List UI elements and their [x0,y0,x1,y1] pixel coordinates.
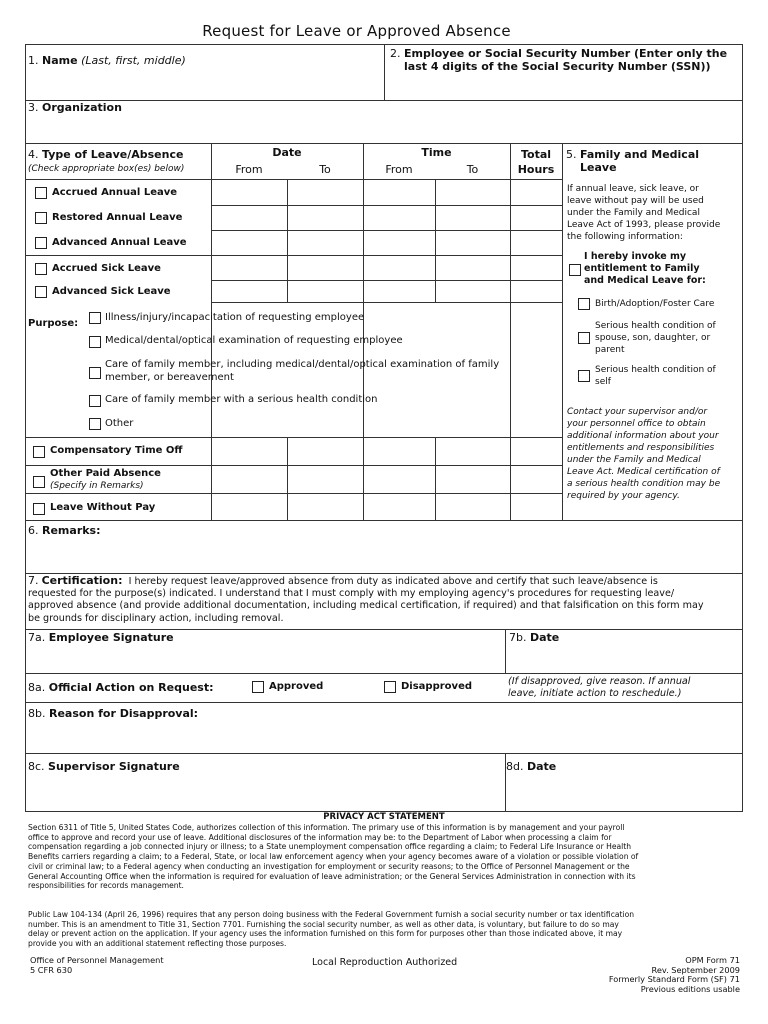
name-field[interactable]: 1. Name (Last, first, middle) [28,54,186,67]
accrued-sick-leave-checkbox[interactable] [35,263,47,275]
fml-serious-family-checkbox[interactable] [578,332,590,344]
purpose-family-care-checkbox[interactable] [89,367,101,379]
fml-intro: If annual leave, sick leave, or leave without pay will be used under the Family and Medical Leave Act of 1993, please provide the following information: [567,184,721,242]
fml-serious-self-checkbox[interactable] [578,370,590,382]
certification-text: 7. Certification: I hereby request leave/approved absence from duty as indicated above and certify that such leave/absence is requested for the purpose(s) indicated. I understand that I must comply with my employing agency's procedures for requesting leave/ approved absence (and provide additional documentation, including medical certification, if required) and that falsification on this form may be grounds for disciplinary action, including removal. [28,574,704,624]
purpose-serious-condition-checkbox[interactable] [89,395,101,407]
accrued-annual-leave-checkbox[interactable] [35,187,47,199]
ssn-field[interactable]: 2. Employee or Social Security Number (Enter only the last 4 digits of the Social Security Number (SSN)) [390,47,728,73]
footer-agency: Office of Personnel Management 5 CFR 630 [30,955,164,975]
fml-contact-note: Contact your supervisor and/or your personnel office to obtain additional information about your entitlements and responsibilities under the Family and Medical Leave Act. Medical certification of a serious health condition may be required by your agency. [567,407,721,501]
leave-without-pay-checkbox[interactable] [33,503,45,515]
fml-invoke-checkbox[interactable] [569,264,581,276]
advanced-sick-leave-checkbox[interactable] [35,286,47,298]
advanced-annual-leave-checkbox[interactable] [35,237,47,249]
comp-time-checkbox[interactable] [33,446,45,458]
privacy-paragraph-2: Public Law 104-134 (April 26, 1996) requires that any person doing business with the Federal Government furnish a social security number or tax identification number. This is an amendment to Title 31, Section 7701. Furnishing the social security number, as well as other data, is voluntary, but failure to do so may delay or prevent action on the application. If your agency uses the information furnished on this form for purposes other than those indicated above, it may provide you with an additional statement reflecting those purposes. [28,910,635,949]
disapproved-checkbox[interactable] [384,681,396,693]
employee-date-field[interactable]: 7b. Date [509,631,560,644]
organization-field[interactable]: 3. Organization [28,101,122,114]
fml-birth-adoption-checkbox[interactable] [578,298,590,310]
leave-request-form: 1. Name (Last, first, middle) 2. Employee or Social Security Number (Enter only the last 4 digits of the Social Security Number (SSN)) 3. Organization 4. Type of Leave/Absence (Check appropriate box(es) below) Date Time From To From To Total Hours 5. Family and Medical Leave Accrued Annual Leave Restored Annual Leave Advanced Annual Leave Accrued Sick Leave Advanced Sick Leave Purpose: Illness/injury/incapacitation of requesting employee Medical/dental/optical examination of requesting employee Care of family member, including medical/dental/optical examination of family member, or bereavement Care of family member with a serious health condition Other Compensatory Time Off Other Paid Absence (Specify in Remarks) Leave Without Pay If annual leave, sick leave, or leave without pay will be used under the Family and Medical Leave Act of 1993, please provide the following information: I hereby invoke my entitlement to Family and Medical Leave for: Birth/Adoption/Foster Care Serious health condition of spouse, son, daughter, or parent Serious health condition of self Contact your supervisor and/or your personnel office to obtain additional information about your entitlements and responsibilities under the Family and Medical Leave Act. Medical certification of a serious health condition may be required by your agency. 6. Remarks: 7. Certification: I hereby request leave/approved absence from duty as indicated above and certify that such leave/absence is requested for the purpose(s) indicated. I understand that I must comply with my employing agency's procedures for requesting leave/ approved absence (and provide additional documentation, including medical certification, if required) and that falsification on this form may be grounds for disciplinary action, including removal. 7a. Employee Signature 7b. Date 8a. Official Action on Request: Approved Disapproved (If disapproved, give reason. If annual leave, initiate action to reschedule.) 8b. Reason for Disapproval: 8c. Supervisor Signature 8d. Date [25,44,743,812]
disapproval-reason-field[interactable]: 8b. Reason for Disapproval: [28,707,199,720]
privacy-paragraph-1: Section 6311 of Title 5, United States Code, authorizes collection of this information. The primary use of this information is by management and your payroll office to approve and record your use of leave. Additional disclosures of the information may be: to the Department of Labor when processing a claim for compensation regarding a job connected injury or illness; to a State unemployment compensation office regarding a claim; to Federal Life Insurance or Health Benefits carriers regarding a claim; to a Federal, State, or local law enforcement agency when your agency becomes aware of a violation or possible violation of civil or criminal law; to a Federal agency when conducting an investigation for employment or security reasons; to the Office of Personnel Management or the General Accounting Office when the information is required for evaluation of leave administration; or the General Services Administration in connection with its responsibilities for records management. [28,823,639,891]
remarks-field[interactable]: 6. Remarks: [28,524,101,537]
footer-reproduction: Local Reproduction Authorized [312,957,458,968]
purpose-medical-exam-checkbox[interactable] [89,336,101,348]
approved-checkbox[interactable] [252,681,264,693]
restored-annual-leave-checkbox[interactable] [35,212,47,224]
footer-form-info: OPM Form 71 Rev. September 2009 Formerly Standard Form (SF) 71 Previous editions usable [608,955,740,994]
supervisor-date-field[interactable]: 8d. Date [506,760,557,773]
privacy-heading: PRIVACY ACT STATEMENT [323,812,445,822]
supervisor-signature-field[interactable]: 8c. Supervisor Signature [28,760,180,773]
employee-signature-field[interactable]: 7a. Employee Signature [28,631,174,644]
purpose-other-checkbox[interactable] [89,418,101,430]
other-paid-absence-checkbox[interactable] [33,476,45,488]
form-title: Request for Leave or Approved Absence [202,22,511,40]
purpose-illness-checkbox[interactable] [89,312,101,324]
